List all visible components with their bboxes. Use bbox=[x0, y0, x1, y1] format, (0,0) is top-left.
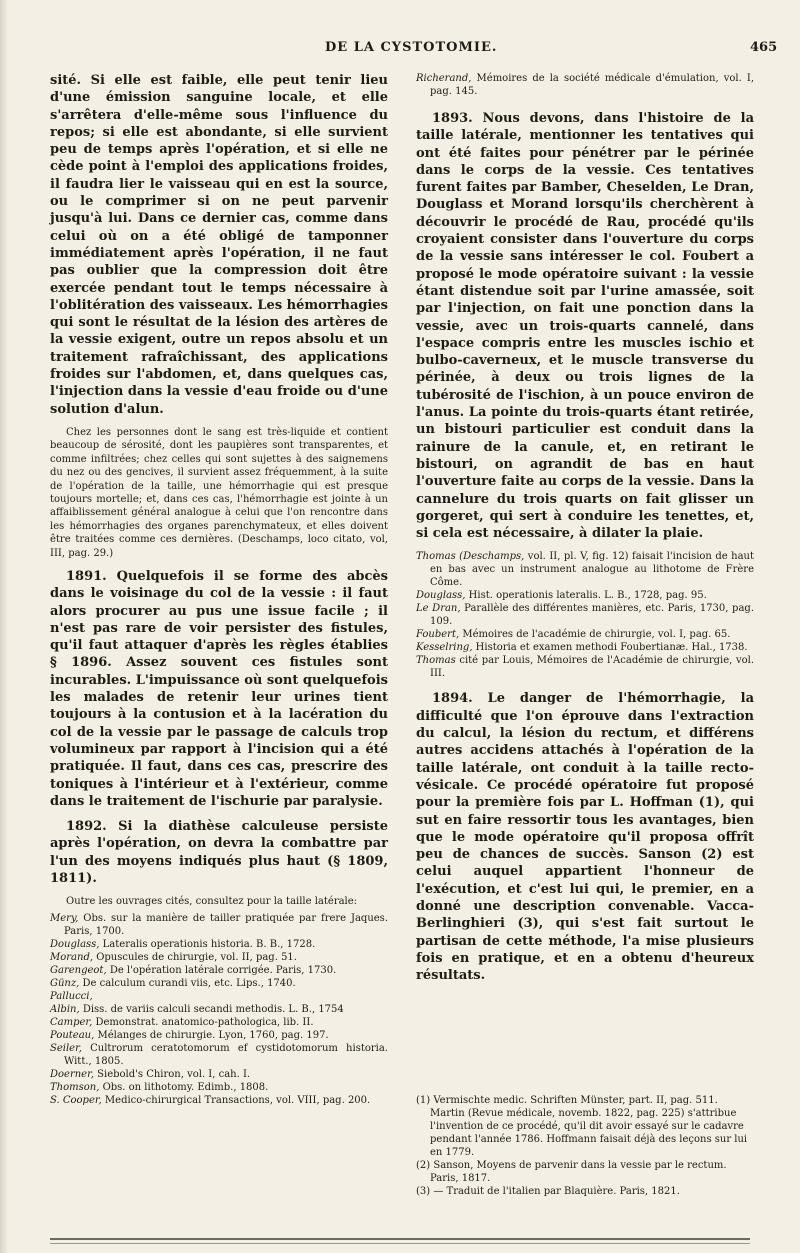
reference-list-right bbox=[416, 550, 754, 680]
reference-item: Thomson, Obs. on lithotomy. Edimb., 1808. bbox=[50, 1081, 269, 1093]
references-intro: Outre les ouvrages cités, consultez pour la taille latérale: bbox=[66, 896, 358, 908]
reference-top-right bbox=[416, 72, 754, 98]
paragraph-continuation: sité. Si elle est faible, elle peut tenir lieu d'une émission sanguine locale, et elle s'arrêtera d'elle-même sous l'influence du repos; si elle est abondante, si elle survient peu de temps après l'opération, et si elle ne cède point à l'emploi des applications froides, il faudra lier le vaisseau qui en est la source, ou le comprimer si on ne peut parvenir jusqu'à lui. Dans ce dernier cas, comme dans celui où on a été obligé de tamponner immédiatement après l'opération, il ne faut pas oublier que la compression doit être exercée pendant tout le temps nécessaire à l'oblitération des vaisseaux. Les hémorrhagies qui sont le résultat de la lésion des artères de la vessie exigent, outre un repos absolu et un traitement rafraîchissant, des applications froides sur l'abdomen, et, dans quelques cas, l'injection dans la vessie d'eau froide ou d'une solution d'alun. bbox=[50, 73, 388, 417]
footnote-2: (2) Sanson, Moyens de parvenir dans la vessie par le rectum. Paris, 1817. bbox=[416, 1160, 727, 1184]
paragraph-1893: 1893. Nous devons, dans l'histoire de la taille latérale, mentionner les tentatives qui ont été faites pour pénétrer par le périnée dans le corps de la vessie. Ces tentatives furent faites par Bamber, Cheselden, Le Dran, Douglass et Morand lorsqu'ils cherchèrent à découvrir le procédé de Rau, procédé qu'ils croyaient consister dans l'ouverture du corps de la vessie sans intéresser le col. Foubert a proposé le mode opératoire suivant : la vessie étant distendue soit par l'urine amassée, soit par l'injection, on fait une ponction dans la vessie, avec un trois-quarts cannelé, dans l'espace compris entre les muscles ischio et bulbo-caverneux, et le muscle transverse du périnée, à deux ou trois lignes de la tubérosité de l'ischion, à un pouce environ de l'anus. La pointe du trois-quarts étant retirée, un bistouri particulier est conduit dans la rainure de la canule, et, en retirant le bistouri, on agrandit de bas en haut l'ouverture faite au corps de la vessie. Dans la cannelure du trois quarts on fait glisser un gorgeret, qui sert à conduire les tenettes, et, si cela est nécessaire, à dilater la plaie. bbox=[416, 111, 754, 542]
page-number: 465 bbox=[750, 40, 778, 55]
bottom-rule-thin bbox=[50, 1243, 750, 1244]
reference-item: Kesselring, Historia et examen methodi Foubertianæ. Hal., 1738. bbox=[416, 642, 748, 654]
reference-item: Richerand, Mémoires de la société médicale d'émulation, vol. I, pag. 145. bbox=[416, 73, 754, 97]
page-edge bbox=[0, 0, 8, 1253]
reference-item: Seiler, Cultrorum ceratotomorum ef cystidotomorum historia. Witt., 1805. bbox=[50, 1042, 388, 1067]
reference-item: Morand, Opuscules de chirurgie, vol. II, pag. 51. bbox=[50, 951, 297, 963]
paragraph-1894: 1894. Le danger de l'hémorrhagie, la difficulté que l'on éprouve dans l'extraction du calcul, la lésion du rectum, et différens autres accidens attachés à l'opération de la taille latérale, ont conduit à la taille recto-vésicale. Ce procédé opératoire fut proposé pour la première fois par L. Hoffman (1), qui sut en faire ressortir tous les avantages, bien que le mode opératoire qu'il proposa offrît peu de chances de succès. Sanson (2) est celui auquel appartient l'honneur de l'exécution, et c'est lui qui, le premier, en a donné une description convenable. Vacca-Berlinghieri (3), qui s'est fait surtout le partisan de cette méthode, l'a mise plusieurs fois en pratique, et en a obtenu d'heureux résultats. bbox=[416, 691, 754, 984]
left-column bbox=[50, 72, 388, 1117]
reference-item: Mery, Obs. sur la manière de tailler pratiquée par frere Jaques. Paris, 1700. bbox=[50, 912, 388, 937]
reference-item: Pouteau, Mélanges de chirurgie. Lyon, 1760, pag. 197. bbox=[50, 1029, 329, 1041]
paragraph-1892: 1892. Si la diathèse calculeuse persiste après l'opération, on devra la combattre par l'un des moyens indiqués plus haut (§ 1809, 1811). bbox=[50, 819, 388, 887]
footnotes bbox=[416, 1094, 754, 1198]
reference-item: Foubert, Mémoires de l'académie de chirurgie, vol. I, pag. 65. bbox=[416, 629, 731, 641]
reference-item: Pallucci, bbox=[50, 990, 93, 1002]
reference-item: Doerner, Siebold's Chiron, vol. I, cah. I. bbox=[50, 1068, 251, 1080]
reference-item: Günz, De calculum curandi viis, etc. Lips., 1740. bbox=[50, 977, 296, 989]
reference-item: Camper, Demonstrat. anatomico-pathologica, lib. II. bbox=[50, 1016, 314, 1028]
note-deschamps: Chez les personnes dont le sang est très-liquide et contient beaucoup de sérosité, dont les paupières sont transparentes, et comme infiltrées; chez celles qui sont sujettes à des saignemens du nez ou des gencives, il survient assez fréquemment, à la suite de l'opération de la taille, une hémorrhagie qui est presque toujours mortelle; et, dans ces cas, l'hémorrhagie est jointe à un affaiblissement général analogue à celui que l'on rencontre dans les hémorrhagies des organes parenchymateux, et elles doivent être traitées comme ces dernières. (Deschamps, loco citato, vol, III, pag. 29.) bbox=[50, 426, 388, 559]
right-column bbox=[416, 72, 754, 992]
reference-item: S. Cooper, Medico-chirurgical Transactions, vol. VIII, pag. 200. bbox=[50, 1094, 371, 1106]
page-header bbox=[0, 40, 800, 66]
reference-item: Douglass, Lateralis operationis historia. B. B., 1728. bbox=[50, 938, 316, 950]
reference-item: Albin, Diss. de variis calculi secandi methodis. L. B., 1754 bbox=[50, 1003, 344, 1015]
running-title: DE LA CYSTOTOMIE. bbox=[325, 40, 498, 55]
reference-item: Le Dran, Parallèle des différentes manières, etc. Paris, 1730, pag. 109. bbox=[416, 603, 754, 628]
reference-item: Thomas (Deschamps, vol. II, pl. V, fig. 12) faisait l'incision de haut en bas avec un instrument analogue au lithotome de Frère Côme. bbox=[416, 551, 754, 589]
footnote-1: (1) Vermischte medic. Schriften Münster, part. II, pag. 511. Martin (Revue médicale, novemb. 1822, pag. 225) s'attribue l'invention de ce procédé, qu'il dit avoir essayé sur le cadavre pendant l'année 1786. Hoffmann faisait déjà des leçons sur lui en 1779. bbox=[416, 1095, 748, 1158]
reference-item: Douglass, Hist. operationis lateralis. L. B., 1728, pag. 95. bbox=[416, 590, 707, 602]
reference-item: Garengeot, De l'opération latérale corrigée. Paris, 1730. bbox=[50, 964, 337, 976]
reference-list-left bbox=[50, 912, 388, 1107]
footnote-3: (3) — Traduit de l'italien par Blaquière. Paris, 1821. bbox=[416, 1186, 680, 1197]
reference-item: Thomas cité par Louis, Mémoires de l'Académie de chirurgie, vol. III. bbox=[416, 655, 754, 680]
paragraph-1891: 1891. Quelquefois il se forme des abcès dans le voisinage du col de la vessie : il faut alors procurer au pus une issue facile ; il n'est pas rare de voir persister des fistules, qu'il faut attaquer d'après les règles établies § 1896. Assez souvent ces fistules sont incurables. L'impuissance où sont quelquefois les malades de retenir leur urines tient toujours à la contusion et à la lacération du col de la vessie par le passage de calculs trop volumineux par rapport à l'incision qui a été pratiquée. Il faut, dans ces cas, prescrire des toniques à l'intérieur et à l'extérieur, comme dans le traitement de l'ischurie par paralysie. bbox=[50, 569, 388, 809]
bottom-rule bbox=[50, 1238, 750, 1240]
